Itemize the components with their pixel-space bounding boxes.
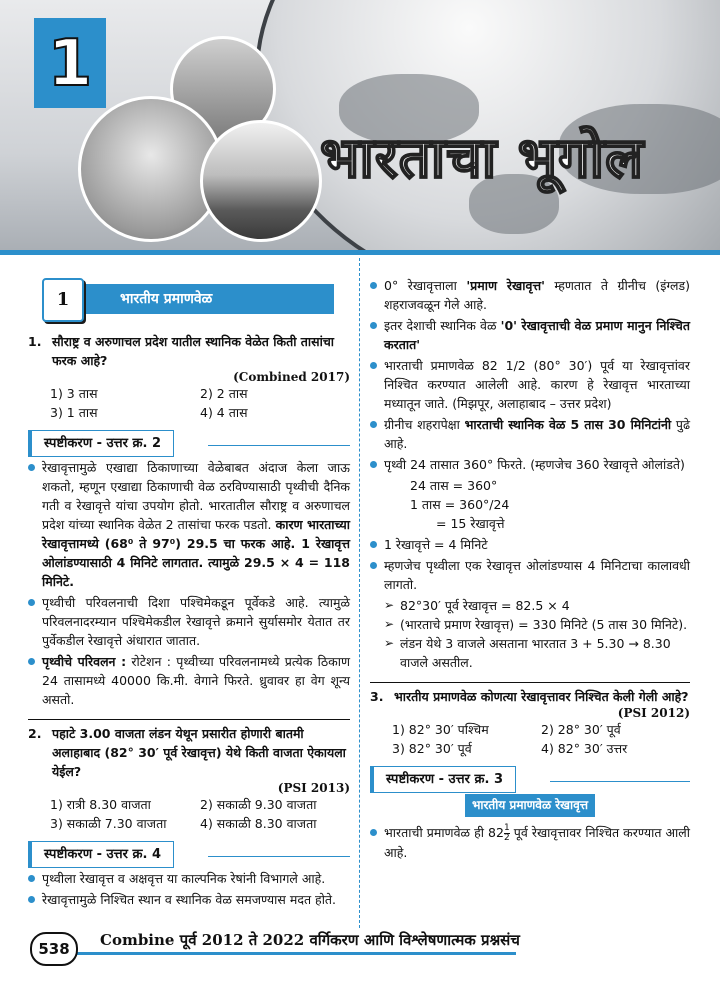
calculation: 24 तास = 360° 1 तास = 360°/24 = 15 रेखावृत्ते	[410, 478, 510, 531]
option: 2) 28° 30′ पूर्व	[541, 722, 621, 737]
bullet: इतर देशाची स्थानिक वेळ '0' रेखावृत्ताची वेळ प्रमाण मानुन निश्चित करतात'	[370, 316, 690, 354]
right-column	[370, 262, 690, 864]
question-tag: (PSI 2012)	[617, 706, 690, 720]
page-footer	[30, 930, 690, 968]
option: 3) 82° 30′ पूर्व	[392, 741, 472, 756]
option: 4) 82° 30′ उत्तर	[541, 741, 628, 756]
bullet: 0° रेखावृत्ताला 'प्रमाण रेखावृत्त' म्हणतात ते ग्रीनीच (इंग्लड) शहराजवळून गेले आहे.	[370, 276, 690, 314]
explanation-list	[370, 535, 690, 594]
option: 3) 1 तास	[50, 405, 98, 420]
option: 2) 2 तास	[200, 386, 248, 401]
options	[28, 795, 350, 833]
bullet: पृथ्वीला रेखावृत्त व अक्षवृत्त या काल्पनिक रेषांनी विभागले आहे.	[28, 869, 350, 888]
arrow-item: ➢ 82°30′ पूर्व रेखावृत्त = 82.5 × 4	[384, 596, 690, 615]
section-title: भारतीय प्रमाणवेळ	[84, 284, 334, 314]
fraction: $\frac{1}{2}$	[503, 823, 510, 843]
arrow-list	[370, 596, 690, 672]
question-text: पहाटे 3.00 वाजता लंडन येथून प्रसारीत होणारी बातमी अलाहाबाद (82° 30′ पूर्व रेखावृत्त) येथे किती वाजता ऐकायला येईल?	[52, 726, 346, 779]
chapter-title: भारताचा भूगोल	[320, 126, 645, 191]
bullet: म्हणजेच पृथ्वीला एक रेखावृत्त ओलांडण्यास 4 मिनिटाचा कालावधी लागतो.	[370, 556, 690, 594]
question-number: 2.	[28, 726, 42, 741]
bullet: रेखावृत्तामुळे निश्चित स्थान व स्थानिक वेळ समजण्यास मदत होते.	[28, 890, 350, 909]
arrow-item: ➢ (भारताचे प्रमाण रेखावृत्त) = 330 मिनिटे (5 तास 30 मिनिटे).	[384, 615, 690, 634]
bullet: ग्रीनीच शहरापेक्षा भारताची स्थानिक वेळ 5 तास 30 मिनिटांनी पुढे आहे.	[370, 415, 690, 453]
bullet: पृथ्वीचे परिवलन : रोटेशन : पृथ्वीच्या परिवलनामध्ये प्रत्येक ठिकाण 24 तासामध्ये 40000 कि.मी. वेगाने फिरते. ध्रुवावर हा वेग शून्य असतो.	[28, 652, 350, 709]
subheading: भारतीय प्रमाणवेळ रेखावृत्त	[465, 794, 595, 817]
explanation-list	[370, 276, 690, 474]
option: 1) रात्री 8.30 वाजता	[50, 797, 151, 812]
option: 4) 4 तास	[200, 405, 248, 420]
question-1	[28, 332, 350, 709]
option: 3) सकाळी 7.30 वाजता	[50, 816, 167, 831]
section-number: 1	[42, 278, 84, 322]
answer-label: स्पष्टीकरण - उत्तर क्र. 2	[28, 430, 174, 457]
bullet: रेखावृत्तामुळे एखाद्या ठिकाणाच्या वेळेबाबत अंदाज केला जाऊ शकतो, म्हणून एखाद्या ठिकाणाची वेळ ठरविण्यासाठी पृथ्वीची दैनिक गती व रेखावृत्ते यांचा उपयोग होतो. भारतातील सौराष्ट्र व अरुणाचल प्रदेश यांच्या स्थानिक वेळेत 2 तासांचा फरक पडतो. कारण भारताच्या रेखावृत्तामध्ये (68⁰ ते 97⁰) 29.5 चा फरक आहे. 1 रेखावृत्त ओलांडण्यासाठी 4 मिनिटे लागतात. त्यामुळे 29.5 × 4 = 118 मिनिटे.	[28, 458, 350, 591]
question-2	[28, 724, 350, 909]
banner-stripe	[0, 250, 720, 255]
option: 2) सकाळी 9.30 वाजता	[200, 797, 317, 812]
column-divider	[359, 258, 360, 928]
mountain-photo	[200, 120, 322, 242]
bullet: पृथ्वीची परिवलनाची दिशा पश्चिमेकडून पूर्वेकडे आहे. त्यामुळे परिवलनादरम्यान पश्चिमेकडील रेखावृत्ते क्रमाने सुर्यासमोर येतात तर पुर्वेकडील रेखावृत्ते अंधारात जातात.	[28, 593, 350, 650]
options	[370, 720, 690, 758]
left-column	[28, 262, 350, 911]
bullet: भारताची प्रमाणवेळ ही 82 $\frac{1}{2}$ पूर्व रेखावृत्तावर निश्चित करण्यात आली आहे.	[370, 823, 690, 862]
question-number: 3.	[370, 689, 384, 704]
page-number: 538	[30, 932, 78, 966]
question-text: सौराष्ट्र व अरुणाचल प्रदेश यातील स्थानिक वेळेत किती तासांचा फरक आहे?	[52, 334, 335, 368]
question-3	[370, 687, 690, 862]
section-header	[28, 276, 350, 322]
explanation-list	[370, 823, 690, 862]
question-tag: (Combined 2017)	[233, 370, 350, 384]
bullet: भारताची प्रमाणवेळ 82 1/2 (80° 30′) पूर्व या रेखावृत्तांवर निश्चित करण्यात आलेली आहे. कारण हे रेखावृत्त भारताच्या मध्यातून जाते. (मिझपूर, अलाहाबाद – उत्तर प्रदेश)	[370, 356, 690, 413]
explanation-list	[28, 869, 350, 909]
chapter-number: 1	[34, 18, 106, 108]
question-tag: (PSI 2013)	[277, 781, 350, 795]
explanation-list	[28, 458, 350, 709]
option: 1) 82° 30′ पश्चिम	[392, 722, 489, 737]
question-number: 1.	[28, 334, 42, 349]
option: 4) सकाळी 8.30 वाजता	[200, 816, 317, 831]
chapter-banner	[0, 0, 720, 255]
answer-label: स्पष्टीकरण - उत्तर क्र. 3	[370, 766, 516, 793]
question-text: भारतीय प्रमाणवेळ कोणत्या रेखावृत्तावर निश्चित केली गेली आहे?	[394, 689, 689, 704]
bullet: पृथ्वी 24 तासात 360° फिरते. (म्हणजेच 360 रेखावृत्ते ओलांडते)	[370, 455, 690, 474]
answer-label: स्पष्टीकरण - उत्तर क्र. 4	[28, 841, 174, 868]
option: 1) 3 तास	[50, 386, 98, 401]
options	[28, 384, 350, 422]
book-title: Combine पूर्व 2012 ते 2022 वर्गिकरण आणि विश्लेषणात्मक प्रश्नसंच	[100, 931, 520, 949]
arrow-item: ➢ लंडन येथे 3 वाजले असताना भारतात 3 + 5.30 → 8.30 वाजले असतील.	[384, 634, 690, 672]
bullet: 1 रेखावृत्ते = 4 मिनिटे	[370, 535, 690, 554]
